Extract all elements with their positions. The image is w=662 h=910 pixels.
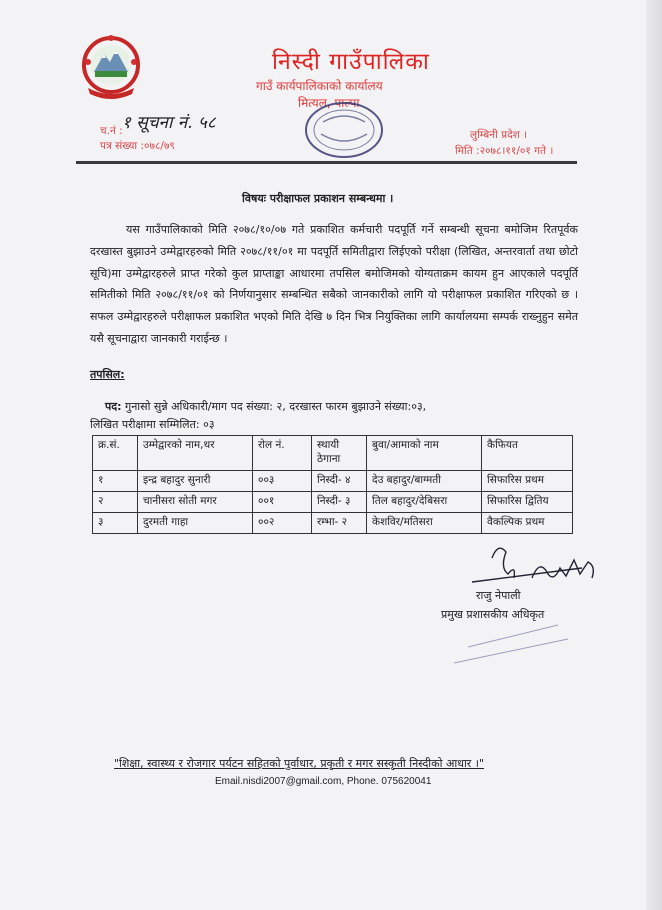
col-remarks: कैफियत (482, 436, 573, 471)
results-table (92, 435, 573, 534)
cell-parents: केशविर/मतिसरा (367, 513, 482, 534)
cell-serial: २ (93, 492, 138, 513)
subject-line: विषयः परीक्षाफल प्रकाशन सम्बन्धमा । (242, 192, 394, 205)
col-serial: क्र.सं. (93, 436, 138, 471)
table-row (93, 513, 573, 534)
results-table-wrap (92, 435, 573, 534)
footer-motto: "शिक्षा, स्वास्थ्य र रोजगार पर्यटन सहितको पुर्वाधार, प्रकृती र मगर सस्कृती निस्दीको आधार ।" (114, 757, 485, 770)
cell-serial: ३ (93, 513, 138, 534)
signatory-name: राजु नेपाली (476, 589, 521, 602)
letter-number-handwritten: १ सूचना नं. ५८ (122, 113, 216, 133)
signatory-title: प्रमुख प्रशासकीय अधिकृत (441, 608, 545, 621)
cell-name: चानीसरा सोती मगर (138, 492, 253, 513)
cell-remarks: वैकल्पिक प्रथम (482, 513, 573, 534)
body-paragraph: यस गाउँपालिकाको मिति २०७८/१०/०७ गते प्रकाशित कर्मचारी पदपूर्ति गर्ने सम्बन्धी सूचना बमोजिम रितपूर्वक दरखास्त बुझाउने उम्मेद्वारहरुको मिति २०७८/११/०१ मा पदपूर्ति समितीद्वारा लिईएको परीक्षा (लिखित, अन्तरवार्ता तथा छोटो सूचि)मा उम्मेद्वारहरुले प्राप्त गरेको कुल प्राप्ताङ्का आधारमा तपसिल बमोजिमको योग्यताक्रम कायम हुन आएकाले पदपूर्ति समितीको मिति २०७८/११/०१ को निर्णयानुसार सम्बन्धित सबैको जानकारीको लागि यो परीक्षाफल प्रकाशित गरिएको छ । सफल उम्मेद्वारहरुले परीक्षाफल प्रकाशित भएको मिति देखि ७ दिन भित्र नियुक्तिका लागि कार्यालयमा सम्पर्क राख्नुहुन समेत यसै सूचनाद्वारा जानकारी गराईन्छ । (90, 223, 578, 345)
province-label: लुम्बिनी प्रदेश । (470, 129, 528, 141)
letter-date: मिति :२०७८।११/०१ गते । (455, 145, 554, 157)
col-roll: रोल नं. (253, 436, 312, 471)
cell-parents: देउ बहादुर/बाग्मती (367, 471, 482, 492)
cell-roll: ००२ (253, 513, 312, 534)
post-exam-count: लिखित परीक्षामा सम्मिलित: ०३ (90, 418, 215, 431)
col-parents: बुवा/आमाको नाम (367, 436, 482, 471)
reference-number: पत्र संख्या :०७८/७९ (100, 140, 175, 152)
cell-serial: १ (93, 471, 138, 492)
nepal-emblem-logo (80, 32, 142, 102)
col-address: स्थायी ठेगाना (312, 436, 367, 471)
post-text: गुनासो सुन्ने अधिकारी/माग पद संख्या: २, दरखास्त फारम बुझाउने संख्या:०३, (125, 400, 427, 413)
details-heading: तपसिल: (90, 368, 125, 381)
office-subtitle: गाउँ कार्यपालिकाको कार्यालय (256, 79, 383, 93)
cell-name: दुरमती गाहा (138, 513, 253, 534)
post-info (90, 398, 575, 434)
table-row (93, 492, 573, 513)
cell-roll: ००१ (253, 492, 312, 513)
cell-remarks: सिफारिस द्वितिय (482, 492, 573, 513)
page-edge (646, 0, 662, 910)
cell-roll: ००३ (253, 471, 312, 492)
cell-address: निस्दी- ४ (312, 471, 367, 492)
cell-parents: तिल बहादुर/देबिसरा (367, 492, 482, 513)
letter-number-label: च.नं : (100, 125, 123, 137)
cell-remarks: सिफारिस प्रथम (482, 471, 573, 492)
table-header-row (93, 436, 573, 471)
office-seal-stamp (303, 100, 385, 160)
office-location: मित्यल, पाल्पा (298, 96, 360, 110)
table-row (93, 471, 573, 492)
footer-contact: Email.nisdi2007@gmail.com, Phone. 075620041 (215, 776, 432, 787)
cell-address: रम्भा- २ (312, 513, 367, 534)
office-title: निस्दी गाउँपालिका (272, 49, 430, 75)
post-label: पद: (105, 400, 122, 413)
header-divider (76, 161, 577, 164)
cell-address: निस्दी- ३ (312, 492, 367, 513)
col-name: उम्मेद्वारको नाम,थर (138, 436, 253, 471)
officer-name-stamp (448, 617, 578, 667)
cell-name: इन्द्र बहादुर सुनारी (138, 471, 253, 492)
